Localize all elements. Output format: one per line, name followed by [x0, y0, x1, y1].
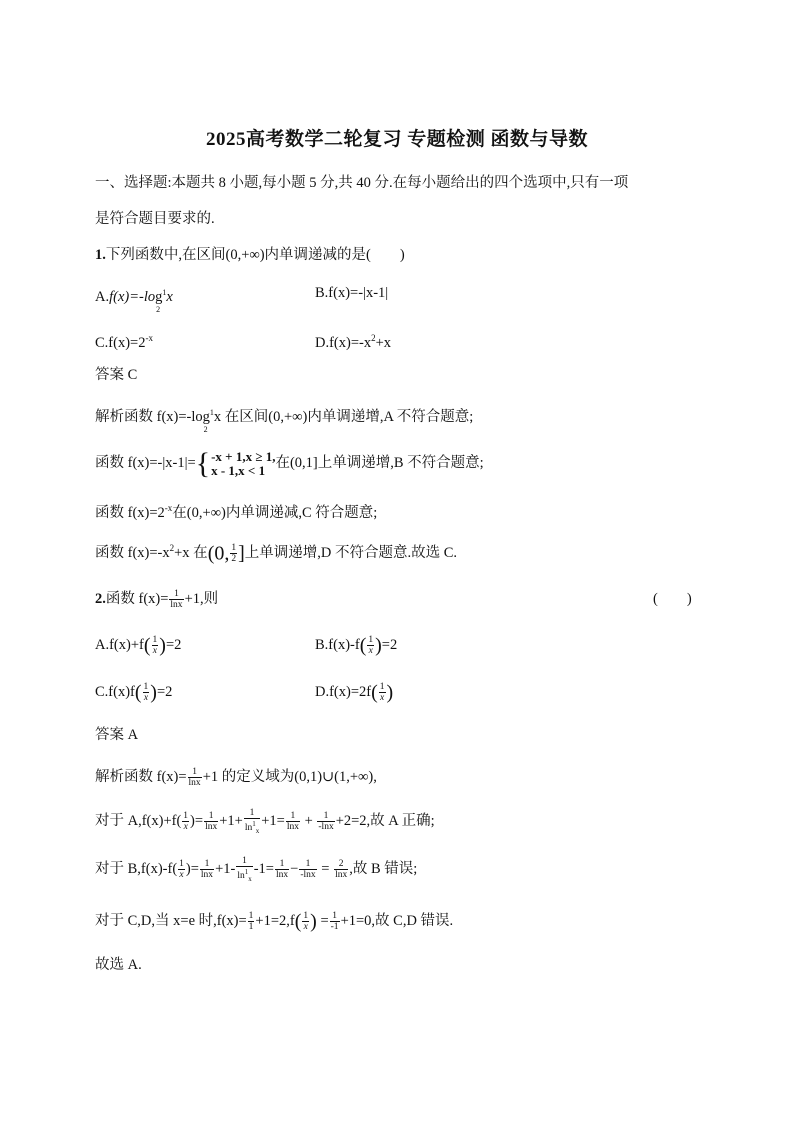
question-2-stem: 2.函数 f(x)= $\frac{1}{\ln x}$ +1,则: [95, 589, 219, 611]
analysis-2-conclusion: 故选 A.: [95, 957, 142, 973]
analysis-1-d: 函数 $f(x)=-x^2+x$ 在(0, $\frac{1}{2}$ ]上单调递增,D 不符合题意.故选 C.: [95, 542, 458, 565]
option-a: A.f(x)=-log 2 $^1$x: [95, 288, 173, 314]
section-instruction: 一、选择题:本题共 8 小题,每小题 5 分,共 40 分.在每小题给出的四个选项中,只有一项: [95, 175, 629, 191]
answer-bracket: ( ): [653, 591, 692, 607]
page-title: 2025高考数学二轮复习 专题检测 函数与导数: [205, 129, 588, 150]
analysis-1-a: 解析函数 f(x)=-log 2 $^1$x 在区间(0,+∞)内单调递增,A 不符合题意;: [95, 408, 474, 434]
option-b: B.f(x)-f( $\frac{1}{x}$ )=2: [315, 634, 398, 657]
analysis-1-c: 函数 $f(x)=2^{-x}$在(0,+∞)内单调递减,C 符合题意;: [95, 503, 378, 521]
analysis-2-d: 对于 C,D,当 x=e 时,f(x)= $\frac{1}{1}$ +1=2,f( $\frac{1}{x}$ ) = $\frac{1}{-1}$ +1=0,故 C,D 错误.: [95, 910, 454, 933]
answer-2: 答案 A: [95, 727, 139, 743]
analysis-2-b: 对于 A,f(x)+f( $\frac{1}{x}$ )= $\frac{1}{\ln x}$ +1+ $\frac{1}{\ln^1_x}$ +1= $\frac{1}{\ln x}$ + $\frac{1}{-\ln x}$ +2=2,故 A 正确;: [95, 807, 435, 835]
question-1-options-ab: [95, 283, 695, 314]
option-b: B.f(x)=-|x-1|: [315, 285, 389, 301]
question-1-stem: 1.下列函数中,在区间(0,+∞)内单调递减的是( ): [95, 247, 405, 263]
option-d: $D.f(x)=-x^2+x$: [315, 333, 392, 351]
question-1-options-cd: [95, 328, 695, 353]
piecewise-function: { -x + 1,x ≥ 1, x - 1,x < 1: [195, 446, 276, 480]
option-a: A.f(x)+f( $\frac{1}{x}$ )=2: [95, 634, 182, 657]
answer-1: 答案 C: [95, 367, 138, 383]
analysis-1-b: 函数 f(x)=-|x-1|= { -x + 1,x ≥ 1, x - 1,x < 1 在(0,1]上单调递增,B 不符合题意;: [95, 446, 484, 480]
section-instruction-cont: 是符合题目要求的.: [95, 211, 215, 227]
question-2-options-ab: [95, 631, 695, 660]
option-c: C.f(x)f( $\frac{1}{x}$ )=2: [95, 681, 173, 704]
option-c: $C.f(x)=2^{-x}$: [95, 333, 153, 351]
option-d: D.f(x)=2f( $\frac{1}{x}$ ): [315, 681, 394, 704]
analysis-2-a: 解析函数 f(x)= $\frac{1}{\ln x}$ +1 的定义域为(0,1)∪(1,+∞),: [95, 767, 377, 789]
question-2-options-cd: [95, 678, 695, 707]
analysis-2-c: 对于 B,f(x)-f( $\frac{1}{x}$ )= $\frac{1}{\ln x}$ +1- $\frac{1}{\ln^1_x}$ -1= $\frac{1}{\ln x}$ − $\frac{1}{-\ln x}$ = $\frac{2}{\ln x}$ ,故 B 错误;: [95, 855, 418, 883]
